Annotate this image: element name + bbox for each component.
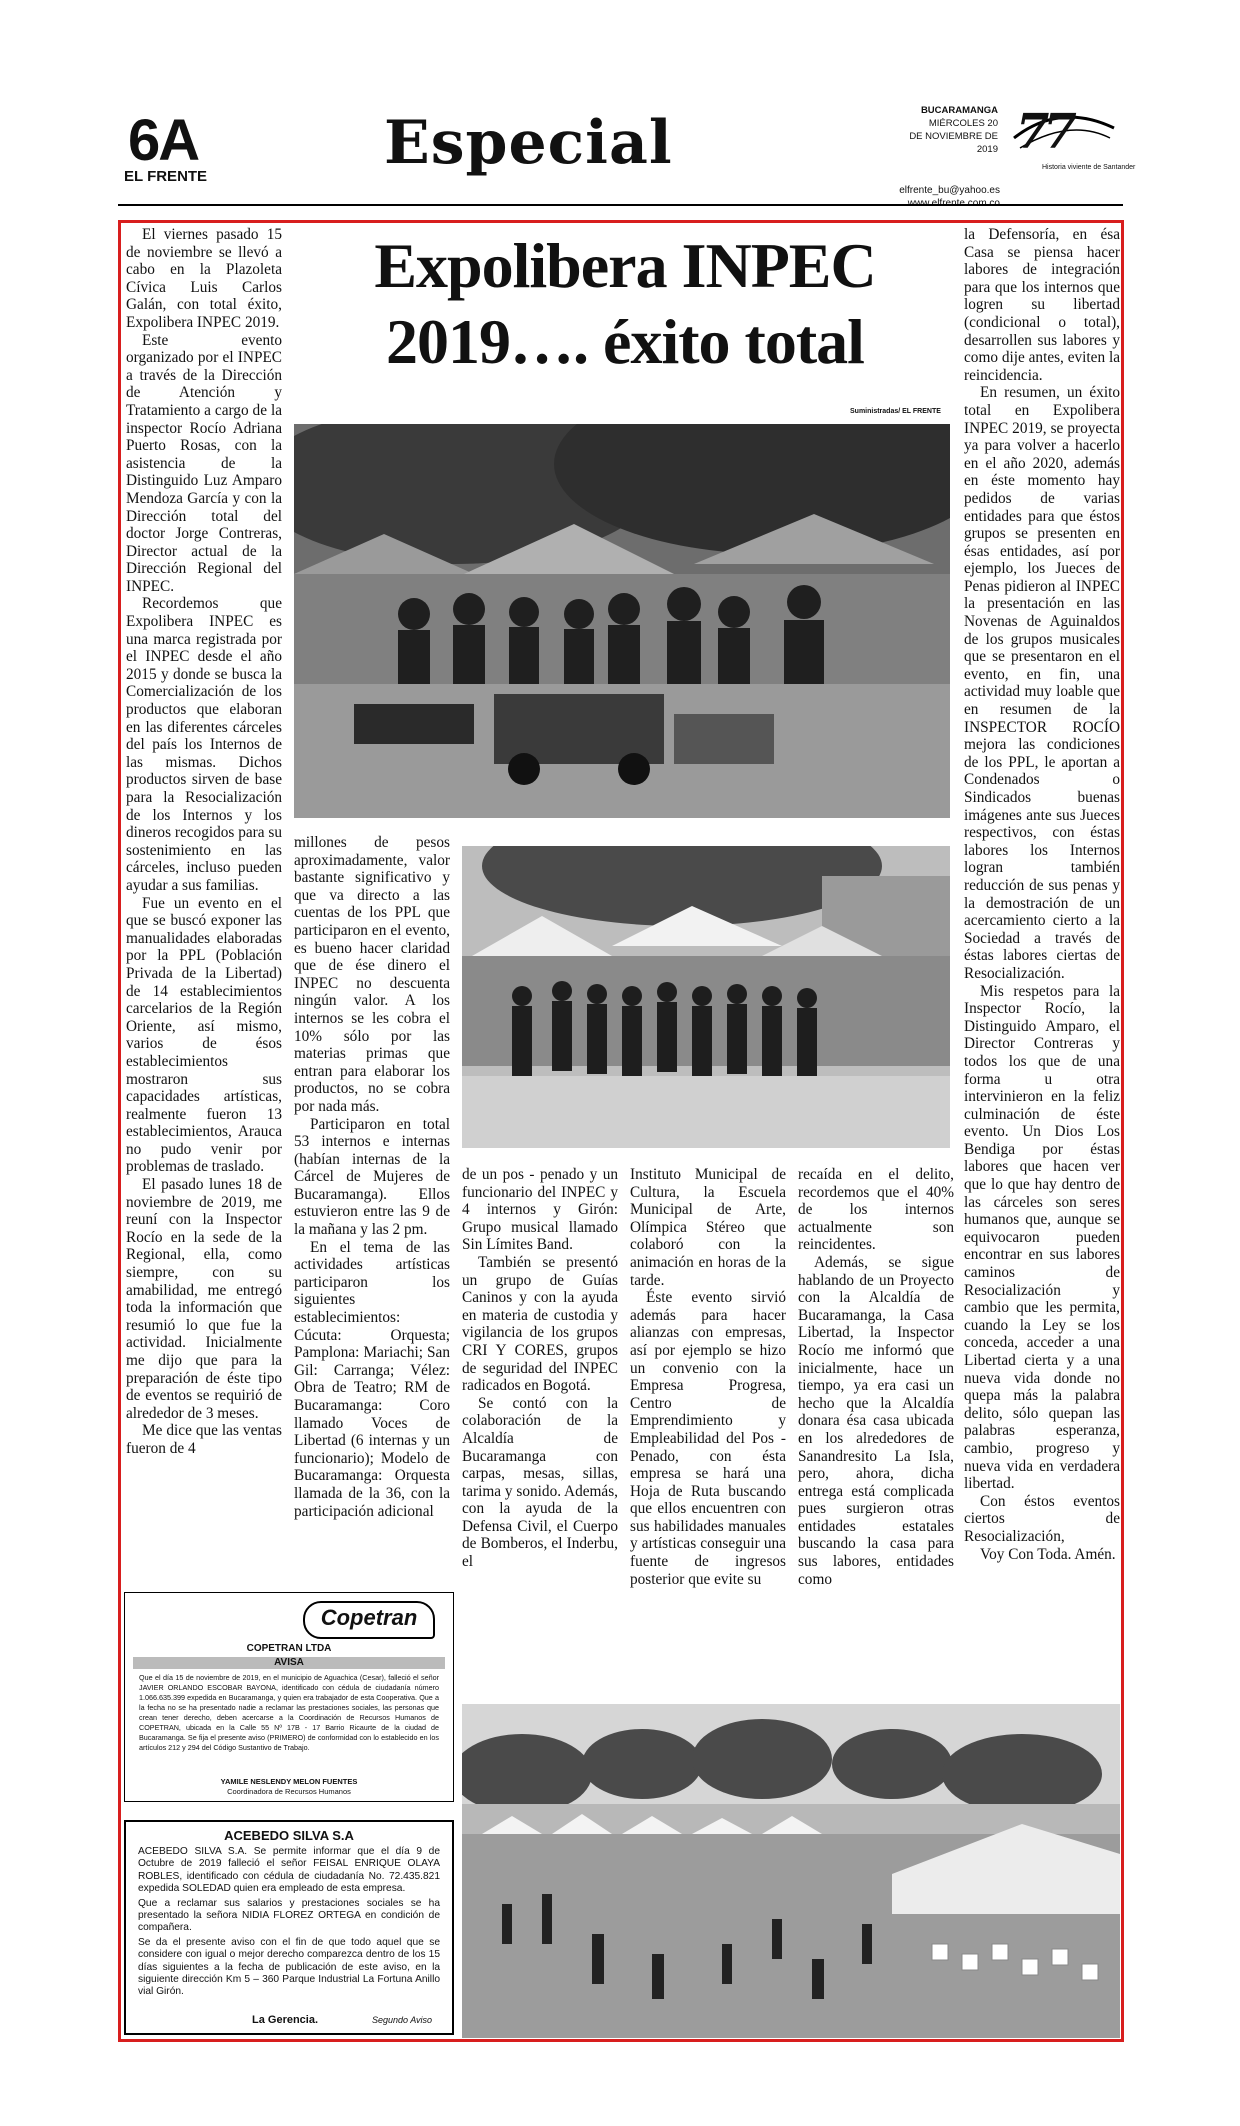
article-headline: Expolibera INPEC 2019…. éxito total <box>374 230 876 377</box>
copetran-signer-role: Coordinadora de Recursos Humanos <box>227 1787 351 1796</box>
paragraph: Con éstos eventos ciertos de Resocialización, <box>964 1492 1120 1545</box>
paragraph: recaída en el delito, recordemos que el 40% de los internos actualmente son reincidentes. <box>798 1166 954 1254</box>
article-column-3 <box>462 1166 618 1694</box>
copetran-notice-title: AVISA <box>133 1657 445 1669</box>
paragraph: Recordemos que Expolibera INPEC es una marca registrada por el INPEC desde el año 2015 y donde se busca la Comercialización de los productos que elaboran en las diferentes cárceles del país los Internos de las mismas. Dichos productos sirven de base para la Resocialización de los Internos y los dineros recogidos para su sostenimiento en las cárceles, incluso pueden ayudar a sus familias. <box>126 595 282 894</box>
acebedo-paragraph: Se da el presente aviso con el fin de que todo aquel que se considere con igual o mejor derecho comparezca dentro de los 15 días siguientes a la fecha de publicación de este aviso, en la siguiente dirección Km 5 – 360 Parque Industrial La Fortuna Anillo vial Girón. <box>138 1936 440 1998</box>
paragraph: También se presentó un grupo de Guías Caninos y con la ayuda en materia de custodia y vigilancia de los grupos CRI Y CORES, grupos de seguridad del INPEC radicados en Bogotá. <box>462 1253 618 1395</box>
notice-acebedo <box>124 1820 454 2035</box>
article-column-1 <box>126 226 282 1584</box>
anniversary-tagline: Historia viviente de Santander <box>1042 164 1136 171</box>
header-email[interactable]: elfrente_bu@yahoo.es <box>899 185 1000 196</box>
paragraph: Este evento organizado por el INPEC a través de la Dirección de Atención y Tratamiento a cargo de la inspector Rocío Adriana Puerto Rosas, con la asistencia de la Distinguido Luz Amparo Mendoza García y con la Dirección total del doctor Jorge Contreras, Director actual de la Dirección Regional del INPEC. <box>126 331 282 595</box>
acebedo-notice-number: Segundo Aviso <box>372 2015 433 2025</box>
paragraph: Instituto Municipal de Cultura, la Escuela Municipal de Arte, Olímpica Stéreo que colaboró con la animación en horas de la tarde. <box>630 1166 786 1289</box>
copetran-logo: Copetran <box>303 1601 435 1639</box>
acebedo-text <box>138 1846 440 2001</box>
paragraph: En el tema de las actividades artísticas participaron los siguientes establecimientos: Cúcuta: Orquesta; Pamplona: Mariachi; San Gil: Carranga; Vélez: Obra de Teatro; RM de Bucaramanga: Coro llamado Voces de Libertad (6 internas y un funcionario); Modelo de Bucaramanga: Orquesta llamada de la 36, con la participación adicional <box>294 1238 450 1520</box>
header-date-line1: MIÉRCOLES 20 <box>928 118 998 129</box>
paragraph: Mis respetos para la Inspector Rocío, la Distinguido Amparo, el Director Contreras y todos los que de una forma u otra intervinieron en la feliz culminación de éste evento. Un Dios Los Bendiga por éstas labores que hacen ver que lo que hay dentro de las cárceles son seres humanos que, aunque se equivocaron pueden encontrar en sus labores caminos de Resocialización y cambio que les permita, cuando la Ley se los conceda, acceder a una Libertad cierta y a una nueva vida donde no quepa más la palabra delito, sólo quepan las palabras esperanza, cambio, progreso y nueva vida en verdadera libertad. <box>964 982 1120 1493</box>
paragraph: El pasado lunes 18 de noviembre de 2019, me reuní con la Inspector Rocío en la sede de la Regional, ella, como siempre, con su amabilidad, me entregó toda la información que resumió lo que fue la actividad. Inicialmente me dijo que para la preparación de éste tipo de eventos se requirió de alrededor de 3 meses. <box>126 1176 282 1422</box>
acebedo-signature: La Gerencia. <box>252 2014 319 2026</box>
article-column-6 <box>964 226 1120 1806</box>
newspaper-brand: EL FRENTE <box>124 168 208 185</box>
paragraph: Voy Con Toda. Amén. <box>980 1545 1116 1563</box>
paragraph: la Defensoría, en ésa Casa se piensa hacer labores de integración para que los internos que logren su libertad (condicional o total), desarrollen sus labores y como dije antes, eviten la reincidencia. <box>964 226 1120 384</box>
article-column-5 <box>798 1166 954 1694</box>
paragraph: Además, se sigue hablando de un Proyecto con la Alcaldía de Bucaramanga, la Casa Libertad, la Inspector Rocío me informó que inicialmente, hace un tiempo, ya era casi un hecho que la Alcaldía donara ésa casa ubicada en los alrededores de Sanandresito La Isla, pero, ahora, dicha entrega está complicada pues surgieron otras entidades estatales buscando la casa para sus labores, entidades como <box>798 1253 954 1588</box>
header-dateline <box>888 104 998 156</box>
paragraph: Se contó con la colaboración de la Alcaldía de Bucaramanga con carpas, mesas, sillas, tarima y sonido. Además, con la ayuda de la Defensa Civil, el Cuerpo de Bomberos, el Inderbu, el <box>462 1394 618 1571</box>
header-city: BUCARAMANGA <box>920 105 998 116</box>
notice-copetran <box>124 1592 454 1802</box>
photo-plaza-event-image <box>462 1704 1120 2038</box>
paragraph: Me dice que las ventas fueron de 4 <box>126 1422 282 1457</box>
paragraph: En resumen, un éxito total en Expolibera INPEC 2019, se proyecta ya para volver a hacerlo en el año 2020, además en éste momento hay pedidos de varias entidades para que éstos grupos se presenten en ésas entidades, así por ejemplo, los Jueces de Penas pidieron al INPEC la presentación en las Novenas de Aguinaldos de los grupos musicales que se presentaron en el evento, en fin, una actividad muy loable que en resumen de la INSPECTOR ROCÍO mejora las condiciones de los PPL, le aportan a Condenados o Sindicados buenas imágenes ante sus Jueces respectivos, con éstas labores los Internos logran también reducción de sus penas y la demostración de un acercamiento cierto a la Sociedad a través de éstas labores ciertas de Resocialización. <box>964 384 1120 982</box>
copetran-notice-text: Que el día 15 de noviembre de 2019, en el municipio de Aguachica (Cesar), falleció el señor JAVIER ORLANDO ESCOBAR BAYONA, identificado con cédula de ciudadanía número 1.066.635.399 expedida en Bucaramanga, y quien era trabajador de esta Cooperativa. Que a la fecha no se ha presentado nadie a reclamar las prestaciones sociales, las personas que crean tener derecho, deben acercarse a la Coordinación de Recursos Humanos de COPETRAN, ubicada en la Calle 55 Nº 17B - 17 Barrio Ricaurte de la ciudad de Bucaramanga. Se fija el presente aviso (PRIMERO) de conformidad con lo establecido en los artículos 212 y 294 del Código Sustantivo de Trabajo. <box>139 1673 439 1752</box>
article-column-4 <box>630 1166 786 1694</box>
section-title: Especial <box>384 108 673 178</box>
photo-inpec-staff <box>462 846 950 1148</box>
photo-exhibitors-group <box>294 424 950 818</box>
paragraph: Participaron en total 53 internos e internas (habían internas de la Cárcel de Mujeres de Bucaramanga). Ellos estuvieron entre las 9 de la mañana y las 2 pm. <box>294 1115 450 1239</box>
anniversary-logo <box>1010 104 1136 184</box>
paragraph: Fue un evento en el que se buscó exponer las manualidades elaboradas por la PPL (Población Privada de la Libertad) de 14 establecimientos carcelarios de la Región Oriente, así mismo, varios de ésos establecimientos mostraron sus capacidades artísticas, realmente fueron 13 establecimientos, Arauca no pudo venir por problemas de traslado. <box>126 894 282 1176</box>
acebedo-paragraph: ACEBEDO SILVA S.A. Se permite informar que el día 9 de Octubre de 2019 falleció el señor FEISAL ENRIQUE OLAYA ROBLES, identificado con cédula de ciudadanía No. 72.435.821 expedida SOLEDAD quien era empleado de esta empresa. <box>138 1846 440 1895</box>
paragraph: de un pos - penado y un funcionario del INPEC y 4 internos y Girón: Grupo musical llamado Sin Límites Band. <box>462 1166 618 1254</box>
photo-inpec-staff-image <box>462 846 950 1148</box>
article-column-2 <box>294 834 450 1582</box>
header-contact <box>880 184 1000 210</box>
paragraph: Éste evento sirvió además para hacer alianzas con empresas, así por ejemplo se hizo un convenio con la Empresa Progresa, Centro de Emprendimiento y Empleabilidad del Pos - Penado, con ésta empresa se hará una Hoja de Ruta buscando que ellos encuentren con sus habilidades manuales y artísticas conseguir una fuente de ingresos posterior que evite su <box>630 1289 786 1588</box>
paragraph: millones de pesos aproximadamente, valor bastante significativo y que va directo a las cuentas de los PPL que participaron en el evento, es bueno hacer claridad que de ése dinero el INPEC no descuenta ningún valor. A los internos se les cobra el 10% sólo por las materias primas que entran para elaborar los productos, no se cobra por nada más. <box>294 834 450 1115</box>
header-divider <box>118 204 1123 206</box>
copetran-signer: YAMILE NESLENDY MELON FUENTES <box>220 1777 358 1786</box>
page-number: 6A <box>128 108 199 173</box>
anniversary-number: 77 <box>1016 104 1071 160</box>
paragraph: El viernes pasado 15 de noviembre se llevó a cabo en la Plazoleta Cívica Luis Carlos Galán, con total éxito, Expolibera INPEC 2019. <box>126 226 282 331</box>
acebedo-title: ACEBEDO SILVA S.A <box>224 1828 354 1843</box>
photo-plaza-event <box>462 1704 1120 2038</box>
header-date-line2: DE NOVIEMBRE DE 2019 <box>909 131 998 155</box>
copetran-company: COPETRAN LTDA <box>246 1643 332 1654</box>
photo-credit: Suministradas/ EL FRENTE <box>850 408 941 415</box>
acebedo-paragraph: Que a reclamar sus salarios y prestaciones sociales se ha presentado la señora NIDIA FLOREZ ORTEGA en condición de compañera. <box>138 1897 440 1934</box>
photo-exhibitors-image <box>294 424 950 818</box>
